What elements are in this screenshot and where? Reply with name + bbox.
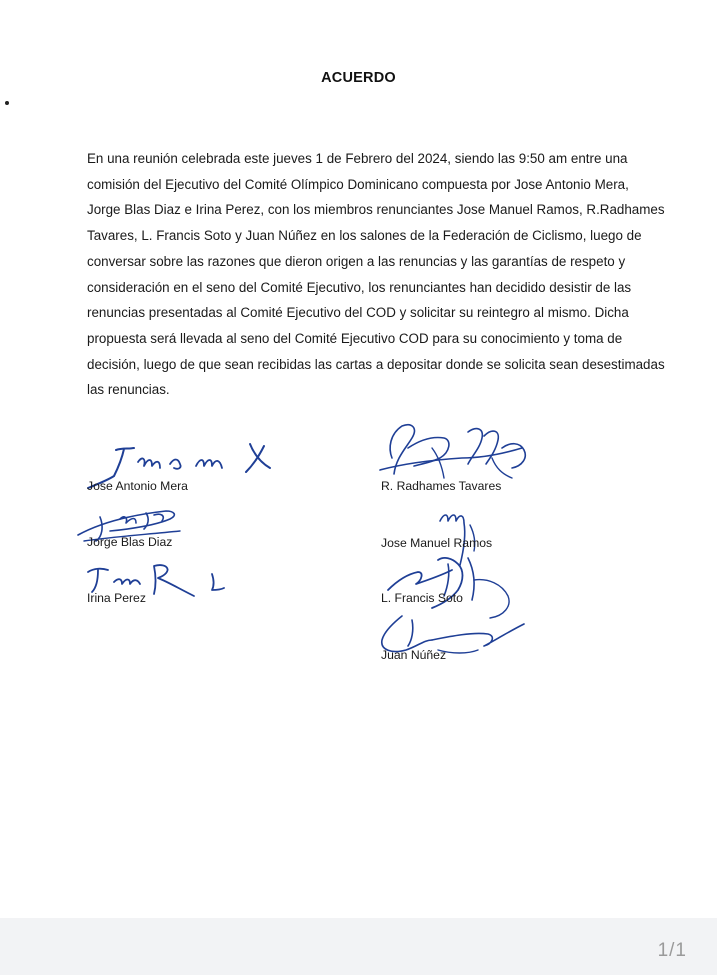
paragraph-line: Jorge Blas Diaz e Irina Perez, con los miembros renunciantes Jose Manuel Ramos, R.Radhames	[87, 202, 665, 218]
stray-ink-mark	[5, 101, 9, 105]
signatory-name: Irina Perez	[87, 591, 146, 605]
paragraph-line: consideración en el seno del Comité Ejecutivo, los renunciantes han decidido desistir de las	[87, 279, 632, 295]
paragraph-line: decisión, luego de que sean recibidas las cartas a depositar donde se solicita sean desestimadas	[87, 356, 665, 372]
signatory-name: R. Radhames Tavares	[381, 479, 502, 493]
signatory-name: Jorge Blas Diaz	[87, 535, 173, 549]
paragraph-line: conversar sobre las razones que dieron origen a las renuncias y las garantías de respeto y	[87, 253, 626, 269]
paragraph-line: renuncias presentadas al Comité Ejecutivo del COD y solicitar su reintegro al mismo. Dicha	[87, 305, 629, 321]
paragraph-line: comisión del Ejecutivo del Comité Olímpico Dominicano compuesta por Jose Antonio Mera,	[87, 176, 629, 192]
signatory-name: L. Francis Soto	[381, 591, 463, 605]
paragraph-line: En una reunión celebrada este jueves 1 de Febrero del 2024, siendo las 9:50 am entre una	[87, 151, 628, 166]
viewer-footer	[0, 918, 717, 975]
document-title: ACUERDO	[321, 70, 396, 86]
paragraph-line: Tavares, L. Francis Soto y Juan Núñez en los salones de la Federación de Ciclismo, luego de	[87, 228, 642, 244]
signatory-name: Jose Manuel Ramos	[381, 536, 493, 550]
signatory-name: Jose Antonio Mera	[87, 479, 188, 493]
agreement-paragraph	[87, 146, 665, 403]
paragraph-line: propuesta será llevada al seno del Comité Ejecutivo COD para su conocimiento y toma de	[87, 330, 623, 346]
page-indicator: 1/1	[657, 940, 687, 961]
paragraph-line: las renuncias.	[87, 382, 170, 398]
signatory-name: Juan Núñez	[381, 648, 447, 662]
